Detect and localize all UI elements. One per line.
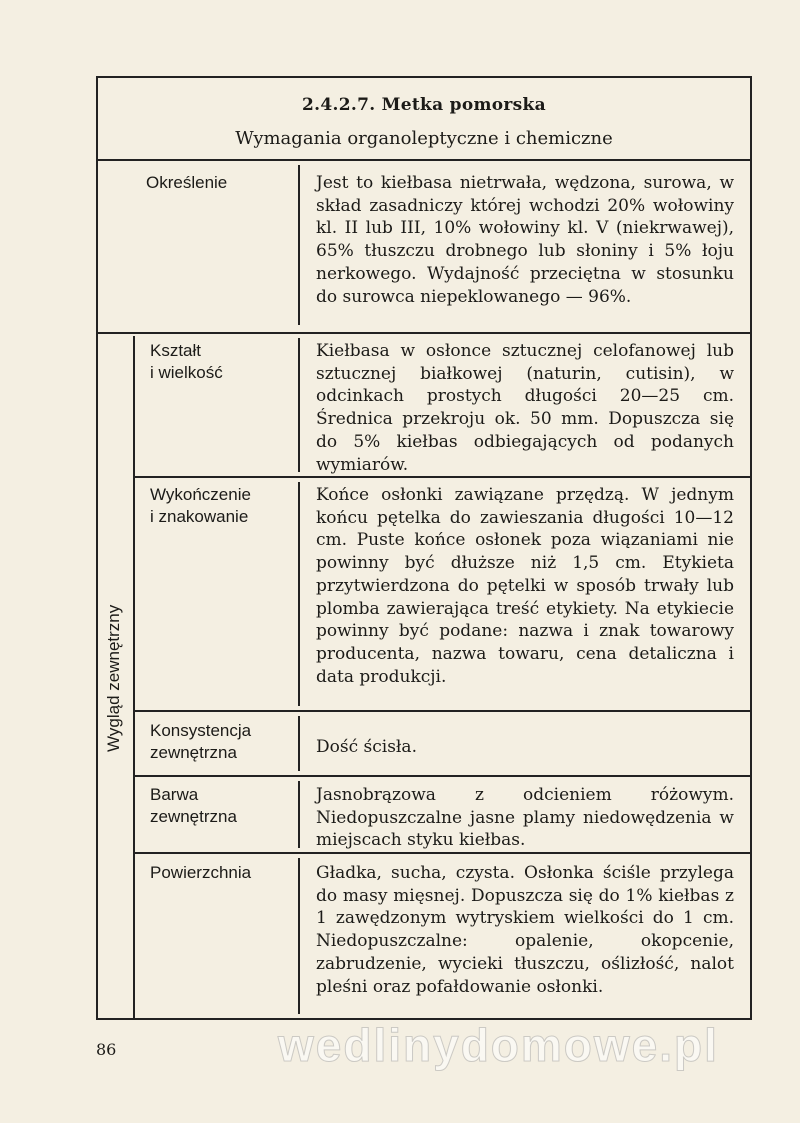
row-description: Końce osłonki zawiązane przędzą. W jednym końcu pętelka do zawieszania długości 10—12 cm. Puste końce osłonek poza wiązaniami nie powinny być dłuższe niż 1,5 cm. Etykieta przytwierdzona do pętelki w sposób trwały lub plomba zawierająca treść etykiety. Na etykiecie powinny być podane: nazwa i znak towarowy producenta, nazwa towaru, cena detaliczna i data produkcji. xyxy=(316,485,734,687)
row-label: Powierzchnia xyxy=(150,863,252,882)
row-divider xyxy=(98,332,750,334)
row-label xyxy=(150,784,237,828)
row-label xyxy=(150,484,251,528)
section-title: 2.4.2.7. Metka pomorska xyxy=(302,95,546,115)
row-label-line: Wykończenie xyxy=(150,485,251,504)
header-divider xyxy=(98,159,750,161)
row-label xyxy=(150,340,223,384)
row-description: Kiełbasa w osłonce sztucznej celofanowej lub sztucznej białkowej (naturin, cutisin), w odcinkach prostych długości 20—25 cm. Średnica przekroju ok. 50 mm. Dopuszcza się do 5% kiełbas odbiegających od podanych wymiarów. xyxy=(316,341,734,475)
row-label-line: i wielkość xyxy=(150,363,223,382)
row-label xyxy=(150,720,251,764)
row-divider xyxy=(134,710,750,712)
row-label-line: Kształt xyxy=(150,341,202,360)
row-description: Jasnobrązowa z odcieniem różowym. Niedopuszczalne jasne plamy niedowędzenia w miejscach styku kiełbas. xyxy=(316,785,734,851)
row-divider xyxy=(134,775,750,777)
row-label-line: zewnętrzna xyxy=(150,807,237,826)
row-label-line: Konsystencja xyxy=(150,721,252,740)
column-divider xyxy=(298,716,300,771)
row-divider xyxy=(134,476,750,478)
row-label: Określenie xyxy=(146,173,228,192)
row-description: Dość ścisła. xyxy=(316,737,417,757)
row-description: Jest to kiełbasa nietrwała, wędzona, surowa, w skład zasadniczy której wchodzi 20% wołowiny kl. II lub III, 10% wołowiny kl. V (niekrwawej), 65% tłuszczu drobnego lub słoniny i 5% łoju nerkowego. Wydajność przeciętna w stosunku do surowca niepeklowanego — 96%. xyxy=(316,173,734,307)
column-divider xyxy=(298,858,300,1014)
column-divider xyxy=(298,482,300,706)
row-label-line: Barwa xyxy=(150,785,199,804)
column-divider xyxy=(298,781,300,848)
row-divider xyxy=(134,852,750,854)
watermark: wedlinydomowe.pl xyxy=(278,1019,719,1071)
group-label: Wygląd zewnętrzny xyxy=(104,604,123,752)
column-divider xyxy=(298,338,300,472)
section-subtitle: Wymagania organoleptyczne i chemiczne xyxy=(235,128,613,149)
row-description: Gładka, sucha, czysta. Osłonka ściśle przylega do masy mięsnej. Dopuszcza się do 1% kiełbas z 1 zawędzonym wytryskiem wielkości do 1 cm. Niedopuszczalne: opalenie, okopcenie, zabrudzenie, wycieki tłuszczu, oślizłość, nalot pleśni oraz pofałdowanie osłonki. xyxy=(316,863,734,997)
row-label-line: zewnętrzna xyxy=(150,743,237,762)
page-number: 86 xyxy=(96,1040,117,1059)
group-column-divider xyxy=(133,336,135,1018)
column-divider xyxy=(298,165,300,325)
row-label-line: i znakowanie xyxy=(150,507,249,526)
